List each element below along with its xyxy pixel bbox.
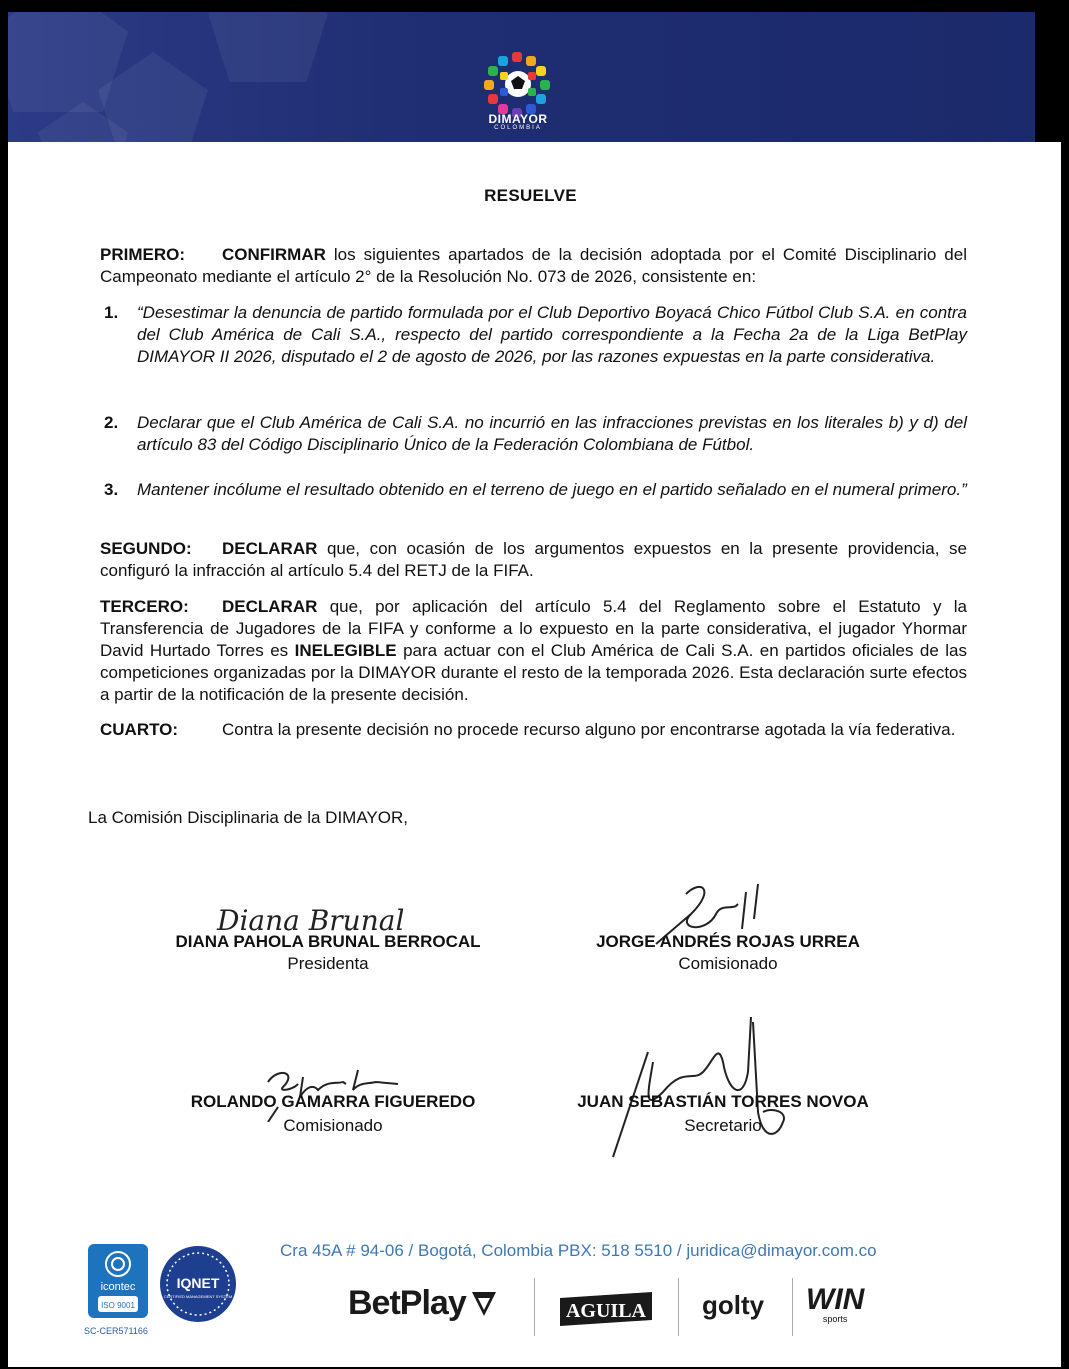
signer-name: JORGE ANDRÉS ROJAS URREA [596,932,860,951]
item-number: 3. [104,480,119,499]
svg-text:AGUILA: AGUILA [565,1300,647,1322]
primero-text: los siguientes apartados de la decisión adoptada por el Comité Disciplinario del Campeonato mediante el artículo 2° de la Resolución No. 073 de 2026, consistente en: [100,245,967,286]
segundo-label: SEGUNDO: [100,539,192,558]
svg-text:IQNET: IQNET [176,1275,220,1291]
footer-address: Cra 45A # 94-06 / Bogotá, Colombia PBX: 518 5510 / juridica@dimayor.com.co [280,1241,877,1260]
primero-verb: CONFIRMAR [222,245,326,264]
signer-role: Comisionado [283,1116,383,1135]
aguila-logo [558,1288,654,1333]
betplay-mark-icon [470,1288,498,1318]
header-banner [8,12,1061,142]
logo-subtitle: COLOMBIA [494,125,542,131]
signature-script: Diana Brunal [217,904,405,937]
iqnet-badge [158,1244,238,1324]
signer-role: Presidenta [287,954,369,973]
document-page [8,12,1061,1367]
resolution-cuarto [100,719,967,741]
signer-name: JUAN SEBASTIÁN TORRES NOVOA [577,1092,869,1111]
golty-logo: golty [702,1290,765,1320]
tercero-text-a: que, por aplicación del artículo 5.4 del Reglamento sobre el Estatuto y la Transferencia de Jugadores de la FIFA y conforme a lo expuesto en la parte considerativa, el jugador Yhormar David Hurtado Torres es [100,597,967,660]
svg-text:icontec: icontec [100,1281,136,1293]
segundo-verb: DECLARAR [222,539,318,558]
cuarto-label: CUARTO: [100,720,179,739]
tercero-ineligible: INELEGIBLE [294,641,397,660]
tercero-verb: DECLARAR [222,597,318,616]
tercero-text-b: para actuar con el Club América de Cali S.A. en partidos oficiales de las competiciones organizadas por la DIMAYOR durante el resto de la temporada 2026. Esta declaración surte efectos a partir de la notificación de la presente decisión. [100,641,967,704]
resolution-tercero [100,596,967,706]
cuarto-text: Contra la presente decisión no procede recurso alguno por encontrarse agotada la vía federativa. [222,720,956,739]
svg-text:CERTIFIED MANAGEMENT SYSTEM: CERTIFIED MANAGEMENT SYSTEM [163,1294,233,1299]
betplay-logo: BetPlay [348,1284,498,1323]
resolution-primero [100,244,967,288]
item-text: Mantener incólume el resultado obtenido en el terreno de juego en el partido señalado en el numeral primero.” [137,480,967,499]
winsports-logo: WIN sports [806,1283,865,1324]
list-item [104,412,967,456]
resolution-segundo [100,538,967,582]
primero-label: PRIMERO: [100,245,185,264]
cert-code: SC-CER571166 [84,1326,148,1336]
signer-role: Secretario [684,1116,762,1135]
tercero-label: TERCERO: [100,597,189,616]
list-item [104,302,967,368]
signer-name: DIANA PAHOLA BRUNAL BERROCAL [175,932,481,951]
item-text: Declarar que el Club América de Cali S.A. no incurrió en las infracciones previstas en los literales b) y d) del artículo 83 del Código Disciplinario Único de la Federación Colombiana de Fútbol. [137,413,967,454]
item-number: 1. [104,303,119,322]
page-title: RESUELVE [484,186,577,205]
signature-scribble [603,1012,803,1162]
item-text: “Desestimar la denuncia de partido formulada por el Club Deportivo Boyacá Chico Fútbol Club S.A. en contra del Club América de Cali S.A., respecto del partido correspondiente a la Fecha 2a de la Liga BetPlay DIMAYOR II 2026, disputado el 2 de agosto de 2026, por las razones expuestas en la parte considerativa. [137,303,967,366]
aguila-badge-icon [558,1288,654,1328]
list-item [104,479,967,501]
svg-text:ISO 9001: ISO 9001 [101,1301,135,1310]
closing-line: La Comisión Disciplinaria de la DIMAYOR, [88,808,408,827]
signer-name: ROLANDO GAMARRA FIGUEREDO [190,1092,476,1111]
item-number: 2. [104,413,119,432]
logo-wordmark: DIMAYOR [488,112,548,126]
signer-role: Comisionado [678,954,778,973]
icontec-badge [88,1244,148,1324]
segundo-text: que, con ocasión de los argumentos expuestos en la presente providencia, se configuró la infracción al artículo 5.4 del RETJ de la FIFA. [100,539,967,580]
